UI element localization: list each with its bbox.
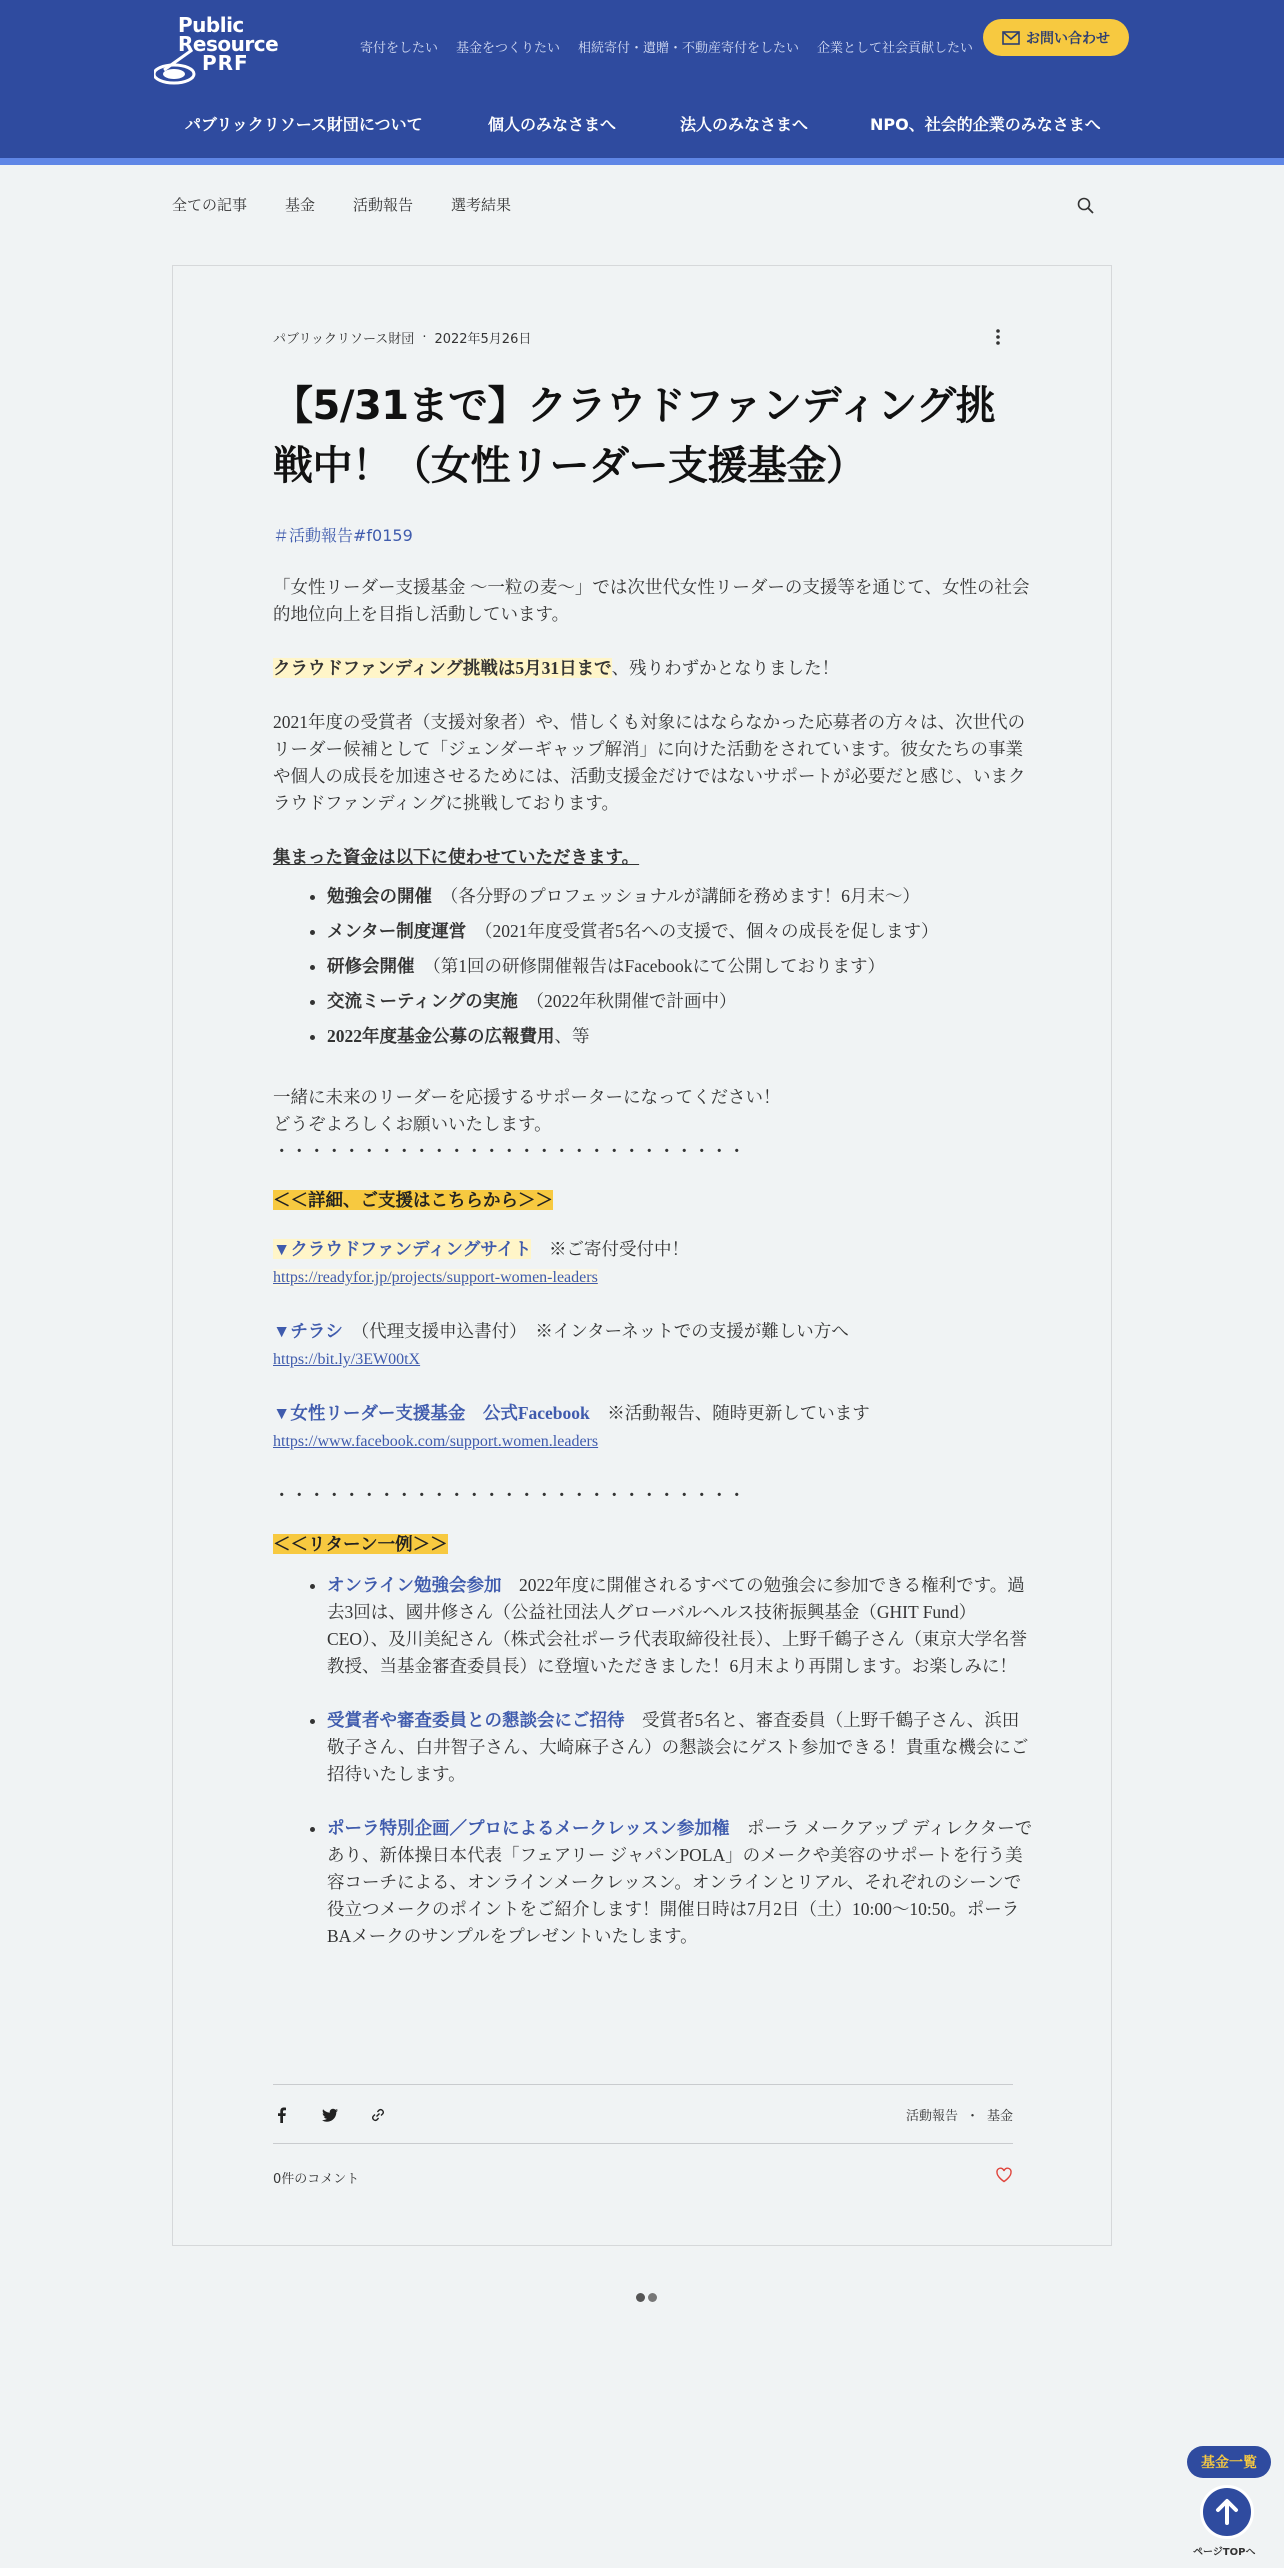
list-item: • メンター制度運営 （2021年度受賞者5名への支援で、個々の成長を促します） <box>327 914 1033 949</box>
dot-divider: ・・・・・・・・・・・・・・・・・・・・・・・・・・・ <box>273 1141 746 1161</box>
list-item: • 研修会開催 （第1回の研修開催報告はFacebookにて公開しております） <box>327 949 1033 984</box>
list-item: • 勉強会の開催 （各分野のプロフェッショナルが講師を務めます！6月末～） <box>327 879 1033 914</box>
funds-heading: 集まった資金は以下に使わせていただきます。 <box>273 847 640 867</box>
link3-url[interactable]: https://www.facebook.com/support.women.leaders <box>273 1433 599 1450</box>
fund-list-button[interactable]: 基金一覧 <box>1187 2446 1271 2478</box>
twitter-icon[interactable] <box>321 2106 339 2124</box>
meta-separator: · <box>422 330 427 345</box>
copy-link-icon[interactable] <box>369 2106 387 2124</box>
arrow-up-icon <box>1212 2497 1242 2527</box>
category-bar <box>172 194 1094 218</box>
mail-icon <box>1002 31 1020 45</box>
list-item: • 受賞者や審査委員との懇談会にご招待 受賞者5名と、審査委員（上野千鶴子さん、浜田敬子さん、白井智子さん、大崎麻子さん）の懇談会にゲスト参加できる！貴重な機会にご招待いたします。 <box>327 1707 1033 1788</box>
logo-text: Public Resource PRF <box>178 13 279 75</box>
link1-url[interactable]: https://readyfor.jp/projects/support-women-leaders <box>273 1269 598 1286</box>
closing-line-2: どうぞよろしくお願いいたします。 <box>273 1114 552 1134</box>
link2-note: （代理支援申込書付） ※インターネットでの支援が難しい方へ <box>342 1321 849 1341</box>
nav-about[interactable]: パブリックリソース財団について <box>185 115 423 134</box>
top-links <box>360 37 973 56</box>
tag-report[interactable]: 活動報告 <box>905 2109 958 2124</box>
top-link-create-fund[interactable]: 基金をつくりたい <box>456 41 561 56</box>
search-icon[interactable] <box>1076 196 1096 216</box>
share-bar <box>273 2084 1013 2144</box>
details-heading: ＜＜詳細、ご支援はこちらから＞＞ <box>273 1190 553 1210</box>
intro-paragraph: 「女性リーダー支援基金 ～一粒の麦～」では次世代女性リーダーの支援等を通じて、女性の社会的地位向上を目指し活動しています。 <box>273 577 1030 624</box>
contact-button[interactable] <box>983 19 1129 56</box>
post-date: 2022年5月26日 <box>434 332 532 347</box>
link3-title[interactable]: ▼女性リーダー支援基金 公式Facebook <box>273 1403 590 1423</box>
category-selection[interactable]: 選考結果 <box>451 196 512 214</box>
nav-npo[interactable]: NPO、社会的企業のみなさまへ <box>870 115 1101 134</box>
deadline-paragraph <box>273 655 1033 682</box>
tag-fund[interactable]: 基金 <box>986 2109 1013 2124</box>
header-band <box>0 158 1284 165</box>
deadline-rest: 、残りわずかとなりました！ <box>611 658 840 678</box>
list-item: • 交流ミーティングの実施 （2022年秋開催で計画中） <box>327 984 1033 1019</box>
comment-count: 0件のコメント <box>273 2172 360 2187</box>
site-header <box>0 0 1284 158</box>
post-author[interactable]: パブリックリソース財団 <box>273 332 415 347</box>
loading-dots <box>636 2293 657 2302</box>
nav-corporations[interactable]: 法人のみなさまへ <box>680 115 809 134</box>
link3-line <box>273 1400 1033 1427</box>
post-meta <box>273 328 531 347</box>
link1-note: ※ご寄付受付中！ <box>531 1239 689 1259</box>
page-top-label: ページTOPへ <box>1193 2547 1256 2558</box>
returns-list <box>327 1572 1033 1950</box>
page-top-button[interactable] <box>1200 2485 1254 2539</box>
link1-line <box>273 1236 1033 1263</box>
list-item: • 2022年度基金公募の広報費用、等 <box>327 1019 1033 1054</box>
facebook-icon[interactable] <box>273 2106 291 2124</box>
heart-icon[interactable] <box>995 2166 1013 2184</box>
list-item: • オンライン勉強会参加 2022年度に開催されるすべての勉強会に参加できる権利です。過去3回は、國井修さん（公益社団法人グローバルヘルス技術振興基金（GHIT Fund）CEO）、及川美紀さん（株式会社ポーラ代表取締役社長）、上野千鶴子さん（東京大学名誉教授、当基金審査委員長）に登壇いただきました！6月末より再開します。お楽しみに！ <box>327 1572 1033 1680</box>
post-hashtag[interactable]: ＃活動報告#f0159 <box>273 526 413 545</box>
list-item: • ポーラ特別企画／プロによるメークレッスン参加権 ポーラ メークアップ ディレクターであり、新体操日本代表「フェアリー ジャパンPOLA」のメークや美容のサポートを行う美容コーチによる、オンラインメークレッスン。オンラインとリアル、それぞれのシーンで役立つメークのポイントをご紹介します！開催日時は7月2日（土）10:00～10:50。ポーラBAメークのサンプルをプレゼントいたします。 <box>327 1815 1033 1950</box>
top-link-bequest[interactable]: 相続寄付・遺贈・不動産寄付をしたい <box>578 41 800 56</box>
link3-note: ※活動報告、随時更新しています <box>589 1403 870 1423</box>
closing-line-1: 一緒に未来のリーダーを応援するサポーターになってください！ <box>273 1087 781 1107</box>
more-options-icon[interactable] <box>995 328 1001 346</box>
contact-label: お問い合わせ <box>1026 30 1110 47</box>
post-body <box>273 574 1033 1950</box>
post-title: 【5/31まで】クラウドファンディング挑戦中！（女性リーダー支援基金） <box>273 383 996 489</box>
dot-divider-2: ・・・・・・・・・・・・・・・・・・・・・・・・・・・ <box>273 1485 746 1505</box>
returns-heading: ＜＜リターン一例＞＞ <box>273 1534 448 1554</box>
site-logo[interactable] <box>154 13 279 76</box>
funds-list <box>327 879 1033 1054</box>
post-card <box>172 265 1112 2246</box>
background-paragraph: 2021年度の受賞者（支援対象者）や、惜しくも対象にはならなかった応募者の方々は、次世代のリーダー候補として「ジェンダーギャップ解消」に向けた活動をされています。彼女たちの事業や個人の成長を加速させるためには、活動支援金だけではないサポートが必要だと感じ、いまクラウドファンディングに挑戦しております。 <box>273 712 1026 813</box>
top-link-donate[interactable]: 寄付をしたい <box>360 41 439 56</box>
category-all[interactable]: 全ての記事 <box>172 196 248 214</box>
top-link-corporate[interactable]: 企業として社会貢献したい <box>817 41 974 56</box>
category-report[interactable]: 活動報告 <box>353 196 414 214</box>
link2-url[interactable]: https://bit.ly/3EW00tX <box>273 1351 421 1368</box>
post-tags <box>906 2105 1013 2124</box>
link2-title[interactable]: ▼チラシ <box>273 1321 343 1341</box>
tag-separator: ・ <box>965 2109 979 2124</box>
link2-line <box>273 1318 1033 1345</box>
deadline-highlight: クラウドファンディング挑戦は5月31日まで <box>273 658 612 678</box>
nav-individuals[interactable]: 個人のみなさまへ <box>488 115 617 134</box>
category-fund[interactable]: 基金 <box>285 196 316 214</box>
link1-title[interactable]: ▼クラウドファンディングサイト <box>273 1239 532 1259</box>
